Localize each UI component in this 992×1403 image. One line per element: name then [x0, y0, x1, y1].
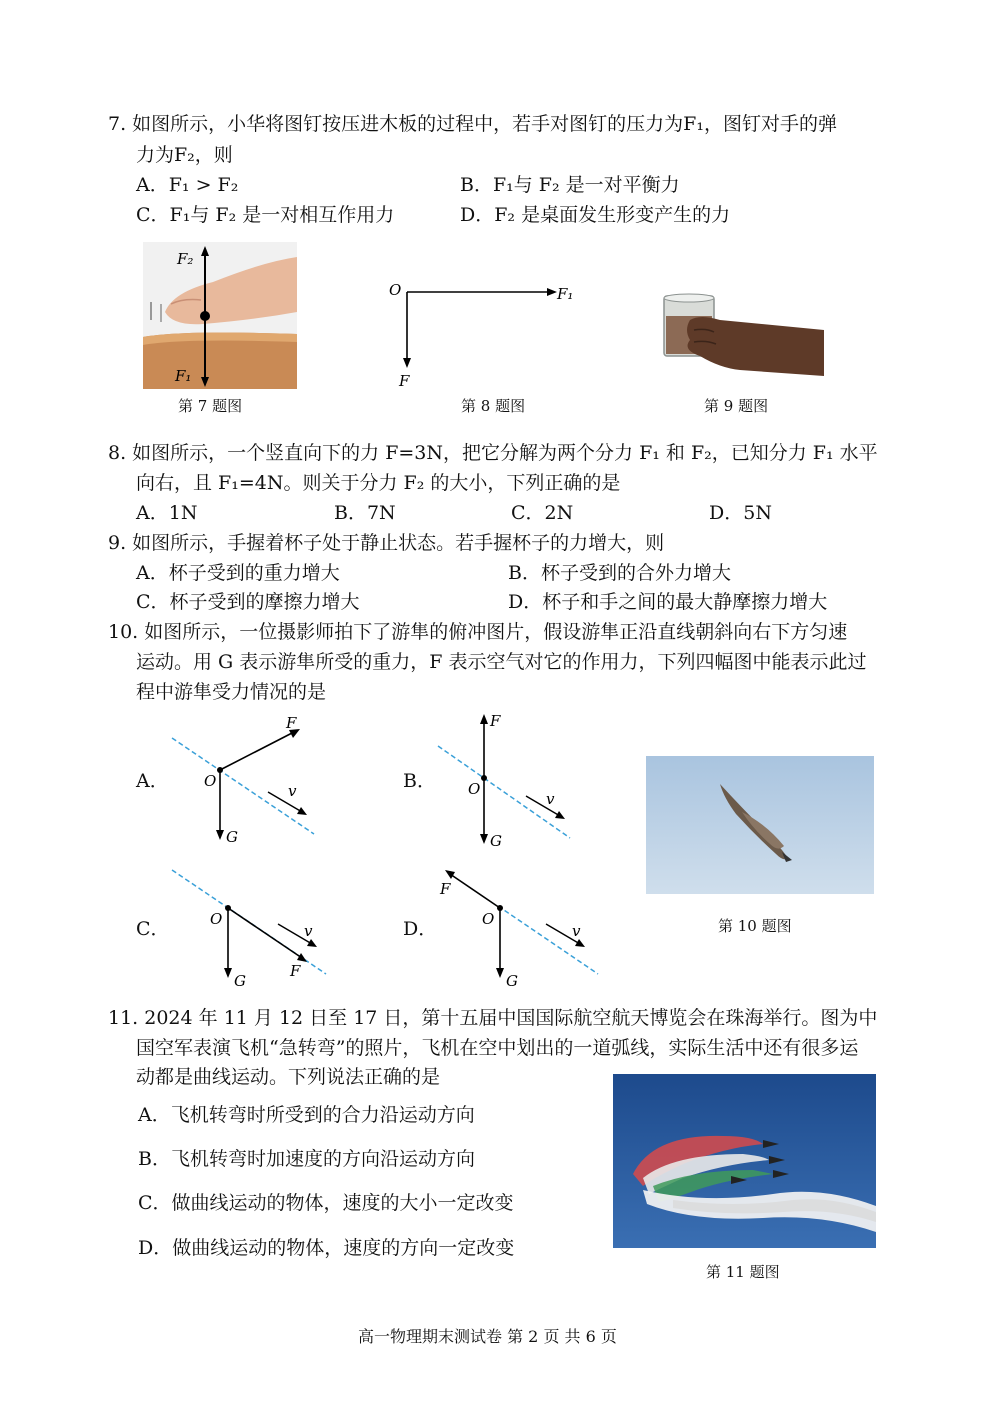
svg-text:G: G — [490, 832, 502, 850]
q10-stem-line1: 10. 如图所示，一位摄影师拍下了游隼的俯冲图片，假设游隼正沿直线朝斜向右下方匀速 — [108, 621, 848, 643]
q10-diagram-a — [170, 712, 320, 852]
q11-stem-line2: 国空军表演飞机“急转弯”的照片，飞机在空中划出的一道弧线，实际生活中还有很多运 — [136, 1037, 859, 1059]
svg-text:G: G — [226, 828, 238, 846]
q7-stem-line1: 7. 如图所示，小华将图钉按压进木板的过程中，若手对图钉的压力为F₁，图钉对手的弹 — [108, 113, 837, 135]
q7-f1-label: F₁ — [175, 367, 192, 385]
q10-diagram-b — [436, 712, 586, 852]
q10-stem-line2: 运动。用 G 表示游隼所受的重力，F 表示空气对它的作用力，下列四幅图中能表示此过 — [136, 651, 867, 673]
q11-option-c[interactable]: C．做曲线运动的物体，速度的大小一定改变 — [138, 1192, 514, 1214]
q10-diagram-c — [170, 862, 340, 992]
q8-option-b[interactable]: B．7N — [334, 502, 396, 524]
q11-option-d[interactable]: D．做曲线运动的物体，速度的方向一定改变 — [138, 1237, 515, 1259]
q11-stem-line1: 11. 2024 年 11 月 12 日至 17 日，第十五届中国国际航空航天博览会在珠海举行。图为中 — [108, 1007, 878, 1029]
svg-text:v: v — [546, 790, 555, 808]
q9-caption: 第 9 题图 — [704, 397, 769, 415]
q8-stem-line2: 向右，且 F₁=4N。则关于分力 F₂ 的大小，下列正确的是 — [136, 472, 621, 494]
svg-text:v: v — [304, 922, 313, 940]
svg-text:O: O — [468, 780, 481, 798]
q9-option-b[interactable]: B．杯子受到的合外力增大 — [508, 562, 731, 584]
q7-option-d[interactable]: D．F₂ 是桌面发生形变产生的力 — [460, 204, 731, 226]
q9-option-d[interactable]: D．杯子和手之间的最大静摩擦力增大 — [508, 591, 828, 613]
q8-stem-line1: 8. 如图所示，一个竖直向下的力 F=3N，把它分解为两个分力 F₁ 和 F₂，已知分力 F₁ 水平 — [108, 442, 878, 464]
q8-caption: 第 8 题图 — [461, 397, 526, 415]
q10-photo — [646, 756, 874, 894]
q9-stem: 9. 如图所示，手握着杯子处于静止状态。若手握杯子的力增大，则 — [108, 532, 665, 554]
q7-f2-label: F₂ — [177, 250, 194, 268]
q10-stem-line3: 程中游隼受力情况的是 — [136, 681, 327, 703]
q9-option-c[interactable]: C．杯子受到的摩擦力增大 — [136, 591, 360, 613]
svg-text:F: F — [440, 880, 451, 898]
svg-text:G: G — [234, 972, 246, 990]
q9-option-a[interactable]: A．杯子受到的重力增大 — [136, 562, 340, 584]
svg-text:v: v — [572, 922, 581, 940]
svg-text:v: v — [288, 782, 297, 800]
page-footer: 高一物理期末测试卷 第 2 页 共 6 页 — [358, 1327, 617, 1346]
q11-option-a[interactable]: A．飞机转弯时所受到的合力沿运动方向 — [138, 1104, 475, 1126]
q7-figure — [143, 242, 297, 389]
svg-text:O: O — [204, 772, 217, 790]
q8-figure — [385, 278, 585, 393]
svg-text:O: O — [210, 910, 223, 928]
q10-option-c[interactable]: C． — [136, 918, 170, 940]
q8-option-d[interactable]: D．5N — [709, 502, 772, 524]
q7-option-b[interactable]: B．F₁与 F₂ 是一对平衡力 — [460, 174, 680, 196]
q10-caption: 第 10 题图 — [718, 917, 792, 935]
svg-text:F: F — [290, 962, 301, 980]
q7-option-a[interactable]: A．F₁ > F₂ — [136, 174, 239, 196]
q11-option-b[interactable]: B．飞机转弯时加速度的方向沿运动方向 — [138, 1148, 475, 1170]
q10-option-d[interactable]: D． — [403, 918, 438, 940]
hand-icon — [687, 317, 824, 376]
q10-option-a[interactable]: A． — [136, 770, 169, 792]
q8-o-label: O — [389, 281, 402, 299]
q11-caption: 第 11 题图 — [706, 1263, 780, 1281]
svg-text:F: F — [286, 714, 297, 732]
q7-caption: 第 7 题图 — [178, 397, 243, 415]
q7-option-c[interactable]: C．F₁与 F₂ 是一对相互作用力 — [136, 204, 395, 226]
q8-f-label: F — [399, 372, 410, 390]
svg-text:G: G — [506, 972, 518, 990]
q8-option-a[interactable]: A．1N — [136, 502, 198, 524]
q8-f1-label: F₁ — [557, 285, 574, 303]
q10-diagram-d — [436, 862, 606, 992]
svg-text:O: O — [482, 910, 495, 928]
q11-stem-line3: 动都是曲线运动。下列说法正确的是 — [136, 1066, 441, 1088]
q7-stem-line2: 力为F₂，则 — [136, 144, 233, 166]
q11-photo — [613, 1074, 876, 1248]
q10-option-b[interactable]: B． — [403, 770, 436, 792]
q9-figure — [660, 290, 824, 380]
q8-option-c[interactable]: C．2N — [511, 502, 574, 524]
svg-text:F: F — [490, 712, 501, 730]
